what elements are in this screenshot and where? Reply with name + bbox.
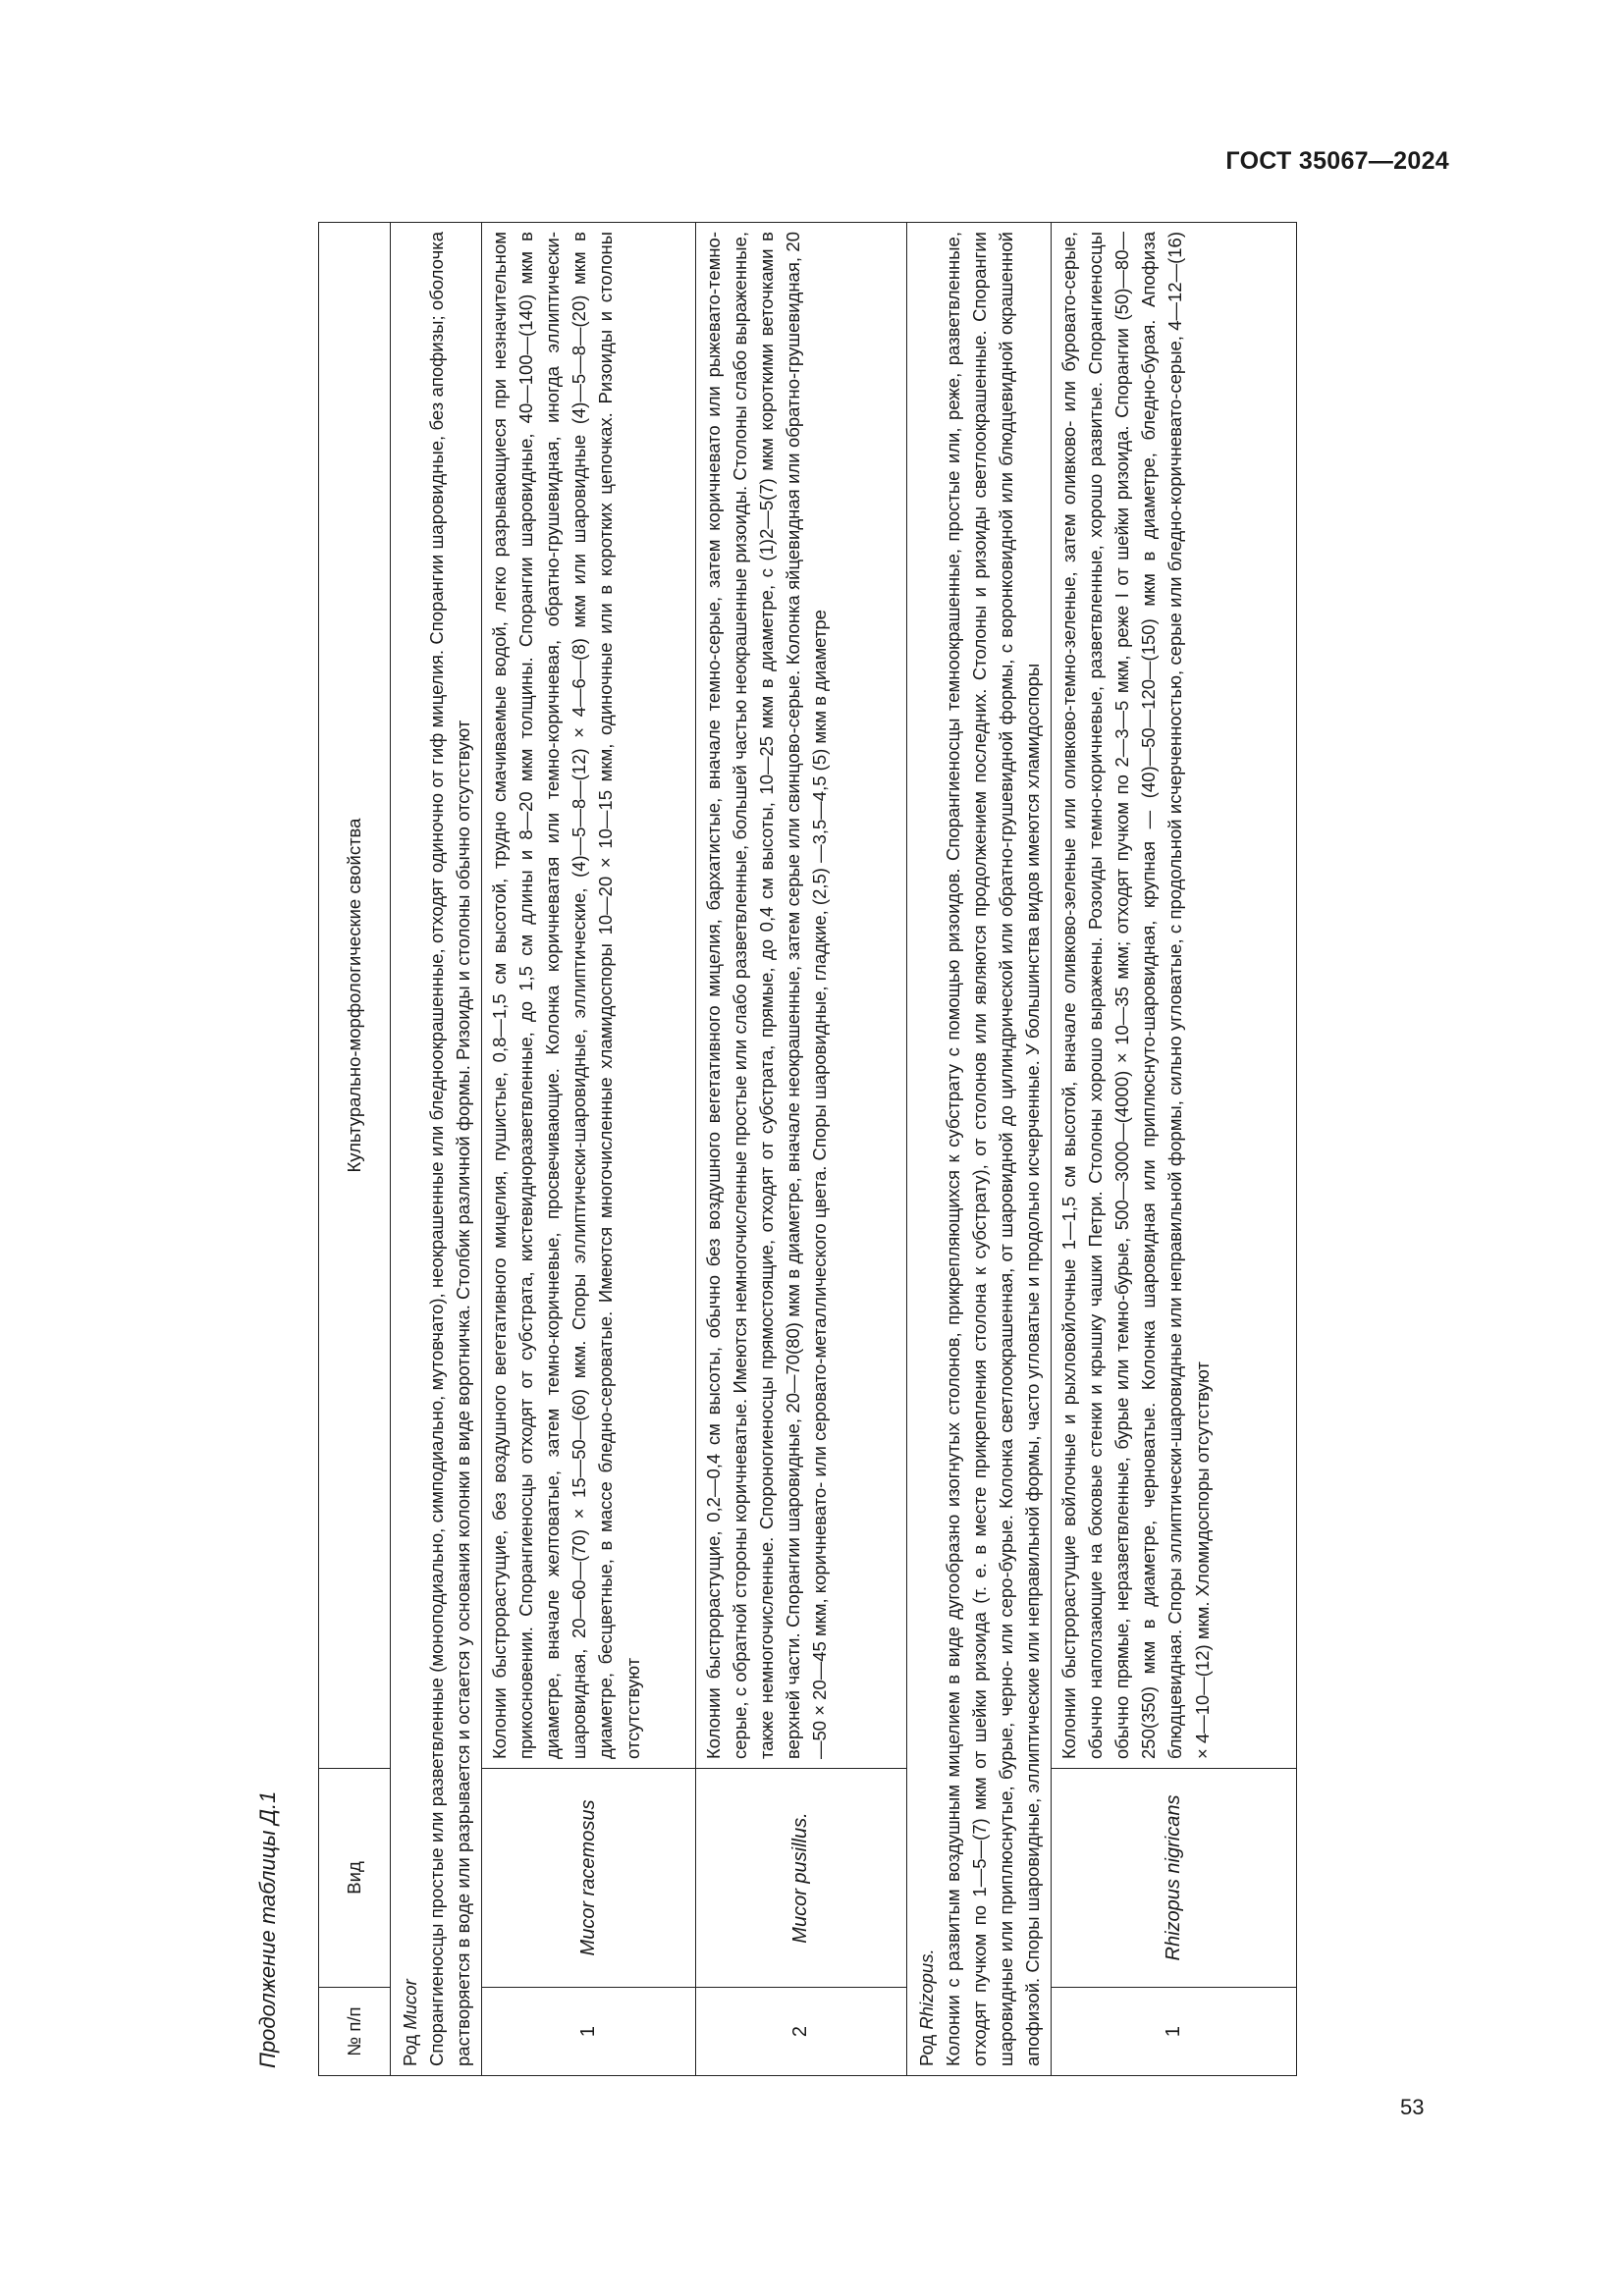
species-properties: Колонии быстрорастущие войлочные и рыхловойлочные 1—1,5 см высотой, вначале оливково-зеленые или оливково-темно-зеленые, затем оливково- или буровато-серые, обычно наползающие на боковые стенки и крышку чашки Петри. Столоны хорошо выражены. Розоиды темно-коричневые, разветвленные, хорошо развитые. Спорангиеносцы обычно прямые, неразветвленные, бурые или темно-бурые, 500—3000—(4000) × 10—35 мкм; отходят пучком по 2—3—5 мкм, реже I от шейки ризоида. Спорангии (50)—80—250(350) мкм в диаметре, черноватые. Колонка шаровидная или приплюснуто-шаровидная, крупная — (40)—50—120—(150) мкм в диаметре, бледно-бурая. Апофиза блюдцевидная. Споры эллиптически-шаровидные или неправильной формы, сильно угловатые, с продольной исчерченностью, серые или бледно-коричневато-серые, 4—12—(16) × 4—10—(12) мкм. Хломидоспоры отсутствуют xyxy=(1051,223,1296,1769)
genus-description-text: Спорангиеносцы простые или разветвленные (моноподиально, симподиально, мутовчато), неокрашенные или бледноокрашенные, отходят одиночно от гиф мицелия. Спорангии шаровидные, без апофизы; оболочка растворяется в воде или разрывается и остается у основания колонки в виде воротничка. Столбик различной формы. Ризоиды и столоны обычно отсутствуют xyxy=(426,232,474,2066)
species-name: Rhizopus nigricans xyxy=(1051,1769,1296,1988)
genus-description-text: Колонии с развитым воздушным мицелием в виде дугообразно изогнутых столонов, прикрепляющихся к субстрату с помощью ризоидов. Спорангиеносцы темноокрашенные, простые или, реже, разветвленные, отходят пучком по 1—5—(7) мкм от шейки ризоида (т. е. в месте прикрепления столона к субстрату), от столонов или являются продолжением последних. Столоны и ризоиды светлоокрашенные. Спорангии шаровидные или приплюснутые, бурые, черно- или серо-бурые. Колонка светлоокрашенная, от шаровидной до цилиндрической или обратно-грушевидной формы, с воронковидной или блюдцевидной окрашенной апофизой. Споры шаровидные, эллиптические или неправильной формы, часто угловатые и продольно исчерченные. У большинства видов имеются хламидоспоры xyxy=(942,232,1044,2066)
genus-row-rhizopus xyxy=(906,223,1051,2076)
rotated-table-page xyxy=(224,223,1329,2076)
fungi-properties-table xyxy=(318,222,1297,2076)
genus-row-mucor xyxy=(391,223,482,2076)
genus-name: Mucor xyxy=(400,1979,420,2030)
page-number: 53 xyxy=(1400,2095,1425,2119)
row-number: 1 xyxy=(481,1988,695,2076)
standard-code: ГОСТ 35067—2024 xyxy=(1225,147,1449,175)
row-number: 1 xyxy=(1051,1988,1296,2076)
table-row xyxy=(481,223,695,2076)
genus-description-rhizopus xyxy=(906,223,1051,2076)
genus-name: Rhizopus. xyxy=(915,1949,937,2030)
genus-label: Род xyxy=(915,2029,937,2066)
species-name: Mucor pusillus. xyxy=(695,1769,906,1988)
genus-description-mucor xyxy=(391,223,482,2076)
table-row xyxy=(1051,223,1296,2076)
column-header-number: № п/п xyxy=(319,1988,391,2076)
genus-label: Род xyxy=(400,2029,420,2066)
column-header-properties: Культурально-морфологические свойства xyxy=(319,223,391,1769)
species-properties: Колонии быстрорастущие, без воздушного вегетативного мицелия, пушистые, 0,8—1,5 см высотой, трудно смачиваемые водой, легко разрывающиеся при незначительном прикосновении. Спорангиеносцы отходят от субстрата, кистевидноразветвленные, до 1,5 см длины и 8—20 мкм толщины. Спорангии шаровидные, 40—100—(140) мкм в диаметре, вначале желтоватые, затем темно-коричневые, просвечивающие. Колонка коричневатая или темно-коричневая, обратно-грушевидная, иногда эллиптически-шаровидная, 20—60—(70) × 15—50—(60) мкм. Споры эллиптически-шаровидные, эллиптические, (4)—5—8—(12) × 4—6—(8) мкм или шаровидные (4)—5—8—(20) мкм в диаметре, бесцветные, в массе бледно-сероватые. Имеются многочисленные хламидоспоры 10—20 × 10—15 мкм, одиночные или в коротких цепочках. Ризоиды и столоны отсутствуют xyxy=(481,223,695,1769)
row-number: 2 xyxy=(695,1988,906,2076)
table-caption: Продолжение таблицы Д.1 xyxy=(255,1790,280,2068)
column-header-species: Вид xyxy=(319,1769,391,1988)
table-row xyxy=(695,223,906,2076)
species-properties: Колонии быстрорастущие, 0,2—0,4 см высоты, обычно без воздушного вегетативного мицелия, бархатистые, вначале темно-серые, затем коричневато или рыжевато-темно-серые, с обратной стороны коричневатые. Имеются немногочисленные простые или слабо разветвленные, большей частью неокрашенные ризоиды. Столоны слабо выраженные, также немногочисленные. Спороногиеносцы прямостоящие, отходят от субстрата, прямые, до 0,4 см высоты, 10—25 мкм в диаметре, с (1)2—5(7) мкм короткими веточками в верхней части. Спорангии шаровидные, 20—70(80) мкм в диаметре, вначале неокрашенные, затем серые или свинцово-серые. Колонка яйцевидная или обратно-грушевидная, 20—50 × 20—45 мкм, коричневато- или серовато-металлического цвета. Споры шаровидные, гладкие, (2,5) —3,5—4,5 (5) мкм в диаметре xyxy=(695,223,906,1769)
table-header-row xyxy=(319,223,391,2076)
species-name: Mucor racemosus xyxy=(481,1769,695,1988)
